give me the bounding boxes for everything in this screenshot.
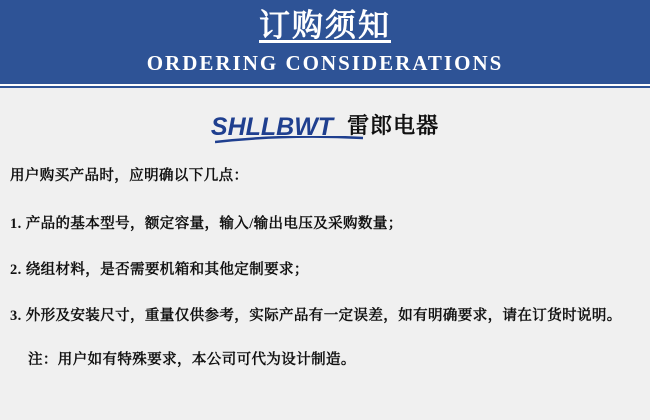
page-header bbox=[0, 0, 650, 88]
consideration-item-2: 2. 绕组材料，是否需要机箱和其他定制要求； bbox=[10, 262, 309, 278]
logo-wordmark: SHLLBWT bbox=[210, 113, 334, 141]
lead-paragraph: 用户购买产品时，应明确以下几点： bbox=[10, 168, 249, 184]
brand-name-chinese: 雷郎电器 bbox=[347, 113, 440, 138]
consideration-item-3: 3. 外形及安装尺寸，重量仅供参考，实际产品有一定误差，如有明确要求，请在订货时说明。 bbox=[10, 308, 622, 324]
consideration-item-1: 1. 产品的基本型号，额定容量，输入/输出电压及采购数量； bbox=[10, 216, 403, 232]
content-body bbox=[0, 147, 650, 373]
logo-mark-wrap bbox=[211, 113, 333, 141]
header-divider bbox=[0, 84, 650, 86]
page-body bbox=[0, 88, 650, 420]
underline-swoosh-icon bbox=[215, 136, 365, 144]
brand-logo bbox=[0, 88, 650, 147]
page-title-english: ORDERING CONSIDERATIONS bbox=[146, 51, 504, 75]
note-paragraph: 注：用户如有特殊要求，本公司可代为设计制造。 bbox=[28, 352, 356, 368]
page-title-chinese: 订购须知 bbox=[259, 8, 391, 43]
